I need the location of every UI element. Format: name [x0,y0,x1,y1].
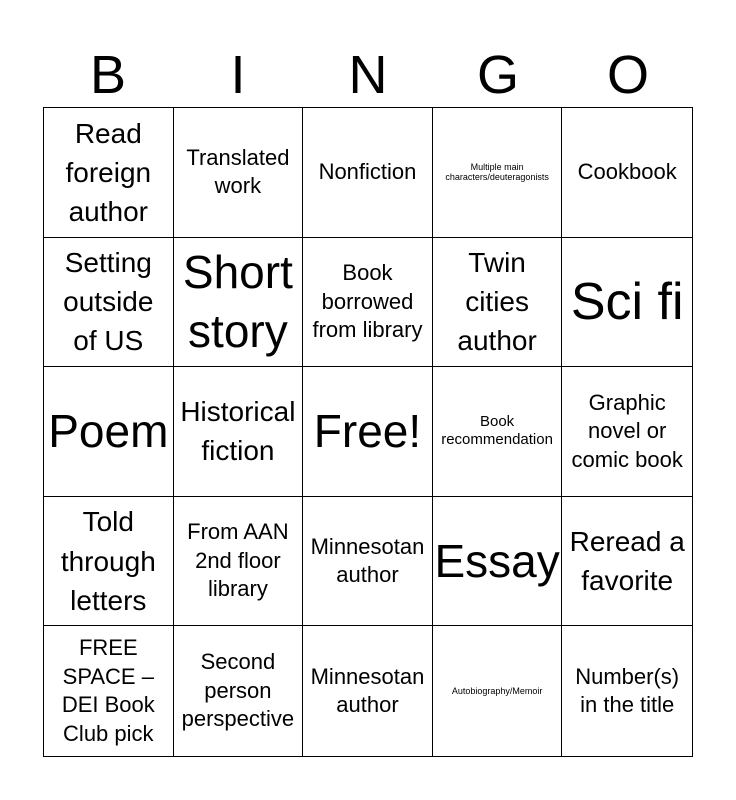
header-letter-n: N [348,45,388,105]
bingo-cell[interactable] [433,367,563,497]
bingo-cell[interactable] [433,497,563,627]
free-space-cell[interactable] [303,367,433,497]
header-letter-o: O [606,45,649,105]
cell-label: Short story [182,246,293,357]
cell-label: Second person perspective [181,649,295,732]
bingo-cell[interactable] [562,497,692,627]
bingo-cell[interactable] [433,108,563,238]
cell-label: Twin cities author [457,247,537,357]
cell-label: Setting outside of US [63,247,154,357]
bingo-cell[interactable] [562,626,692,756]
cell-label: FREE SPACE – DEI Book Club pick [61,635,155,746]
cell-label: Sci fi [570,272,684,331]
bingo-cell[interactable] [174,108,304,238]
cell-label: Graphic novel or comic book [571,389,683,472]
cell-label: From AAN 2nd floor library [187,519,289,602]
bingo-cell[interactable] [433,626,563,756]
bingo-cell[interactable] [303,626,433,756]
bingo-cell[interactable] [174,367,304,497]
cell-label: Told through letters [60,506,156,616]
cell-label: Book borrowed from library [312,260,423,343]
cell-label: Multiple main characters/deuteragonists [445,162,549,183]
bingo-cell[interactable] [562,238,692,368]
bingo-cell[interactable] [433,238,563,368]
cell-label: Minnesotan author [310,663,425,718]
cell-label: Autobiography/Memoir [451,686,543,697]
cell-label: Minnesotan author [310,533,425,588]
cell-label: Poem [48,405,169,458]
bingo-cell[interactable] [174,626,304,756]
cell-label: Free! [313,405,422,458]
cell-label: Read foreign author [65,117,152,227]
bingo-cell[interactable] [44,626,174,756]
header-letter-i: I [230,45,246,105]
bingo-cell[interactable] [303,108,433,238]
cell-label: Book recommendation [441,413,553,449]
header-letter-g: G [476,45,519,105]
bingo-cell[interactable] [174,238,304,368]
cell-label: Translated work [186,144,290,199]
bingo-card [43,107,693,757]
cell-label: Historical fiction [180,396,296,467]
bingo-cell[interactable] [44,238,174,368]
cell-label: Nonfiction [318,159,417,184]
header-letter-b: B [89,45,127,105]
bingo-cell[interactable] [562,108,692,238]
cell-label: Number(s) in the title [575,663,680,718]
bingo-cell[interactable] [44,108,174,238]
bingo-cell[interactable] [562,367,692,497]
bingo-cell[interactable] [44,497,174,627]
cell-label: Reread a favorite [569,525,685,597]
cell-label: Essay [434,534,560,587]
cell-label: Cookbook [577,159,677,184]
bingo-cell[interactable] [174,497,304,627]
bingo-cell[interactable] [303,238,433,368]
bingo-header [43,44,693,106]
bingo-cell[interactable] [44,367,174,497]
bingo-cell[interactable] [303,497,433,627]
